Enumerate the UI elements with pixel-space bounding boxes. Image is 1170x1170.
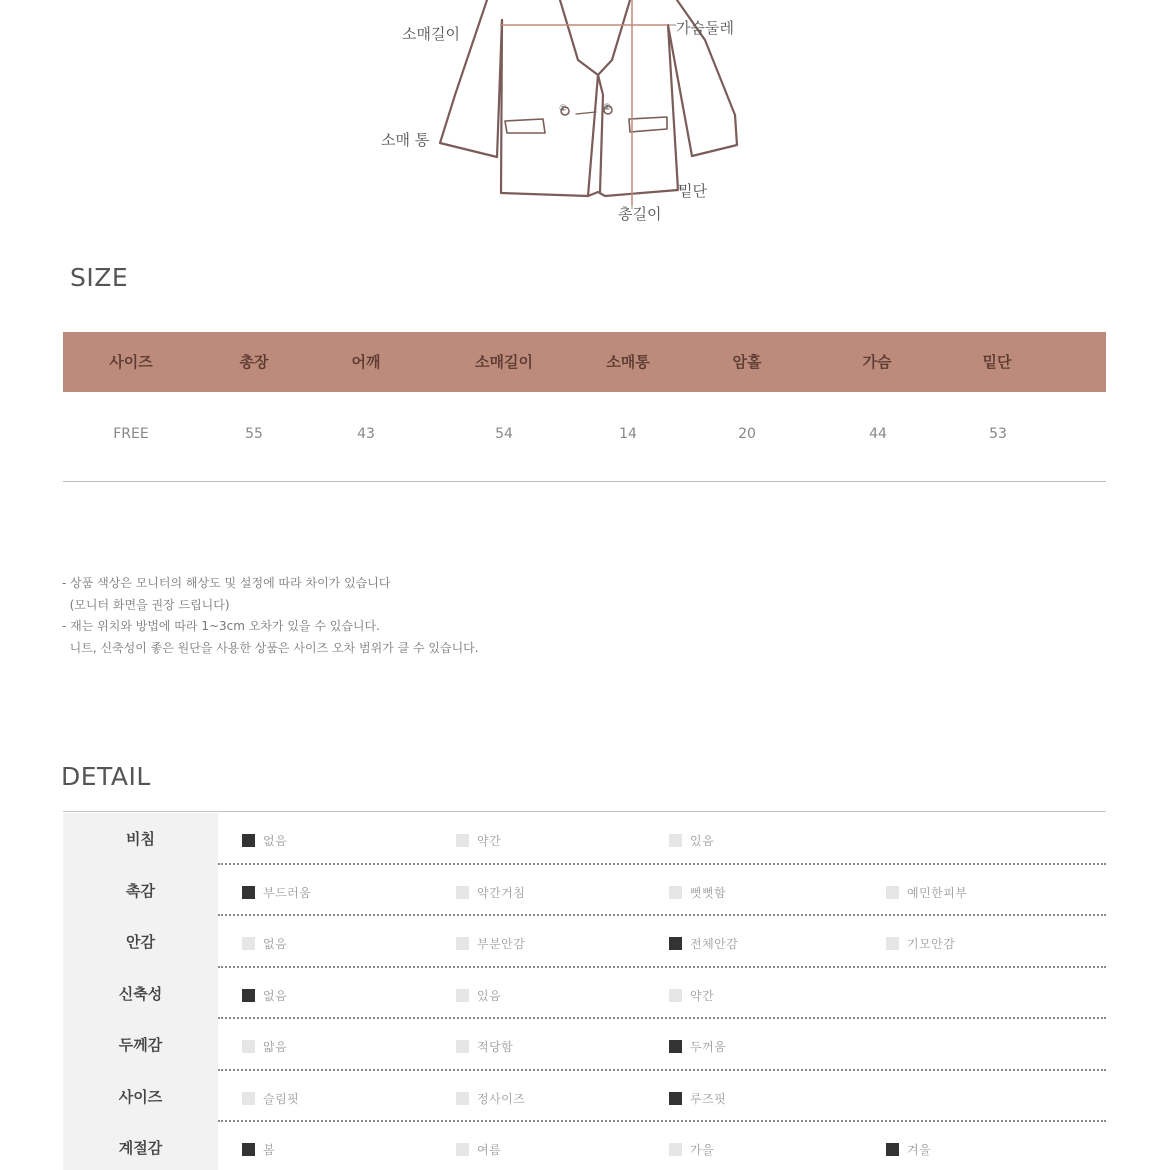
checkbox [669,834,682,847]
option-label: 부분안감 [477,937,526,951]
notice-line: - 상품 색상은 모니터의 해상도 및 설정에 따라 차이가 있습니다 [62,576,391,590]
notice-text [62,573,479,659]
header-shoulder: 어깨 [351,353,381,371]
checkbox [669,989,682,1002]
option-item [456,935,525,952]
cell-armhole: 20 [738,426,756,442]
cell-chest: 44 [869,426,887,442]
size-title: SIZE [70,263,129,292]
notice-line: - 재는 위치와 방법에 따라 1~3cm 오차가 있을 수 있습니다. [62,619,380,633]
checkbox [669,886,682,899]
measurement-diagram [0,0,1170,235]
option-item [669,987,714,1004]
checkbox [456,1143,469,1156]
detail-row-thickness [63,1019,1106,1071]
option-item [456,1141,501,1158]
checkbox-checked [669,937,682,950]
header-armhole: 암홀 [732,353,762,371]
cell-sleeve-length: 54 [495,426,513,442]
header-hem: 밑단 [982,353,1012,371]
detail-label: 두께감 [63,1019,218,1071]
option-item [886,935,955,952]
size-table [63,332,1106,482]
option-label: 얇음 [263,1040,288,1054]
label-chest-around: 가슴둘레 [676,19,734,37]
option-label: 없음 [263,988,288,1003]
jacket-sketch [0,0,1170,235]
option-item [242,1090,299,1107]
table-row [63,392,1106,482]
cell-hem: 53 [989,426,1007,442]
option-label: 가을 [690,1143,715,1157]
option-item [456,1090,525,1107]
checkbox [456,937,469,950]
size-table-header [63,332,1106,392]
option-label: 슬림핏 [263,1091,300,1106]
detail-row-lining [63,916,1106,968]
option-label: 기모안감 [907,937,956,951]
checkbox-checked [242,1143,255,1156]
option-item [242,935,287,952]
checkbox [242,1040,255,1053]
detail-label: 안감 [63,916,218,968]
option-item [456,832,501,849]
option-item [456,987,501,1004]
notice-line: 니트, 신축성이 좋은 원단을 사용한 상품은 사이즈 오차 범위가 클 수 있습니다. [62,640,479,655]
detail-label: 사이즈 [63,1071,218,1123]
label-hem: 밑단 [678,182,707,200]
option-label: 루즈핏 [690,1091,727,1106]
checkbox [456,834,469,847]
checkbox [886,937,899,950]
checkbox [242,937,255,950]
header-total-length: 총장 [239,353,269,371]
option-item [242,1038,287,1055]
detail-row-sheerness [63,813,1106,865]
cell-size: FREE [113,426,149,442]
button-mark-1: ① [559,104,568,114]
header-size: 사이즈 [109,353,153,371]
option-label: 없음 [263,937,288,951]
detail-row-texture [63,865,1106,917]
option-label: 겨울 [907,1143,932,1157]
checkbox [456,886,469,899]
checkbox [886,886,899,899]
notice-line: (모니터 화면을 권장 드립니다) [62,597,230,612]
detail-label: 비침 [63,813,218,865]
option-item [242,884,311,901]
checkbox-checked [242,886,255,899]
option-item [886,884,967,901]
checkbox [669,1143,682,1156]
option-item [669,1141,714,1158]
option-label: 전체안감 [690,937,739,951]
option-item [669,1090,726,1107]
label-sleeve-width: 소매 통 [381,131,430,149]
option-label: 약간거침 [477,885,526,900]
option-label: 부드러움 [263,885,312,900]
option-label: 적당함 [477,1040,514,1054]
cell-sleeve-width: 14 [619,426,637,442]
detail-row-fit [63,1071,1106,1123]
option-label: 없음 [263,834,288,848]
checkbox [456,989,469,1002]
detail-divider [63,811,1106,812]
option-item [886,1141,931,1158]
checkbox [242,1092,255,1105]
option-item [669,884,726,901]
detail-row-season [63,1122,1106,1170]
option-label: 약간 [690,988,715,1003]
header-chest: 가슴 [862,353,892,371]
option-item [242,987,287,1004]
checkbox-checked [669,1040,682,1053]
detail-row-elasticity [63,968,1106,1020]
detail-label: 촉감 [63,865,218,917]
header-sleeve-width: 소매통 [606,353,650,371]
option-item [242,832,287,849]
detail-label: 계절감 [63,1122,218,1170]
option-label: 약간 [477,834,502,848]
option-label: 두꺼움 [690,1040,727,1054]
option-item [669,832,714,849]
option-item [242,1141,275,1158]
label-sleeve-length: 소매길이 [402,25,460,43]
cell-total-length: 55 [245,426,263,442]
checkbox [456,1040,469,1053]
option-label: 정사이즈 [477,1091,526,1106]
button-mark-2: ② [603,103,612,113]
option-item [669,1038,726,1055]
checkbox [456,1092,469,1105]
checkbox-checked [242,834,255,847]
header-sleeve-length: 소매길이 [475,353,533,371]
option-item [456,884,525,901]
option-label: 있음 [690,834,715,848]
option-label: 봄 [263,1143,276,1157]
cell-shoulder: 43 [357,426,375,442]
checkbox-checked [886,1143,899,1156]
label-total-length: 총길이 [618,205,662,223]
option-item [669,935,738,952]
option-label: 있음 [477,988,502,1003]
checkbox-checked [669,1092,682,1105]
checkbox-checked [242,989,255,1002]
option-label: 뻣뻣함 [690,885,727,900]
option-label: 여름 [477,1143,502,1157]
option-item [456,1038,513,1055]
detail-title: DETAIL [61,762,151,791]
detail-label: 신축성 [63,968,218,1020]
option-label: 예민한피부 [907,885,968,900]
detail-table [63,813,1106,1170]
